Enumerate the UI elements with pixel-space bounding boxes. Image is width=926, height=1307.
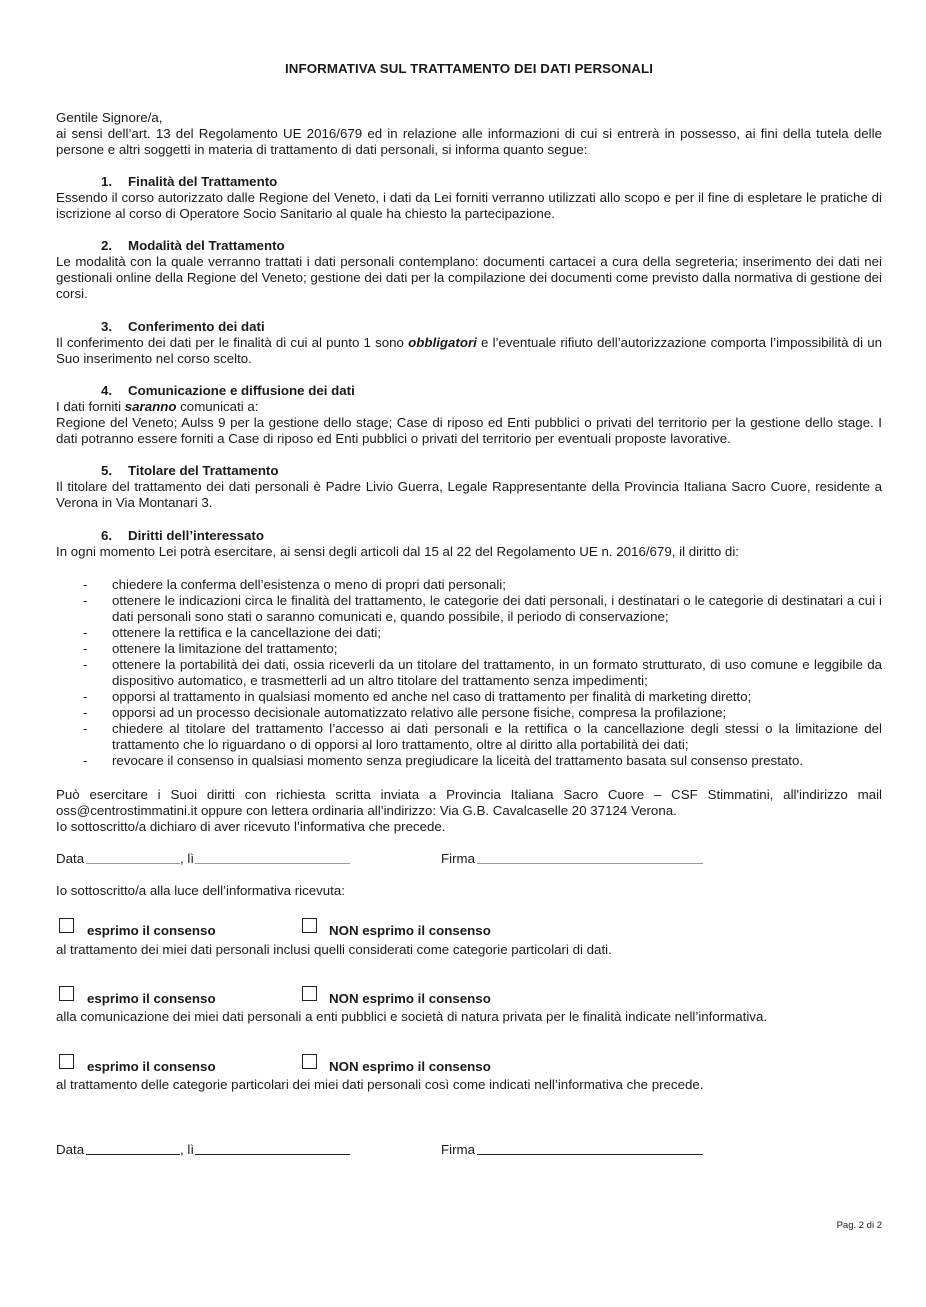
consent-intro: Io sottoscritto/a alla luce dell’informativa ricevuta: [56,883,345,898]
signature-field[interactable] [477,1142,703,1155]
place-label: , lì [180,851,195,866]
list-item: - ottenere la rettifica e la cancellazione dei dati; [83,625,882,641]
section-text-4a: I dati forniti saranno comunicati a: [56,399,259,414]
place-label: , lì [180,1142,195,1157]
date-field[interactable] [86,1142,180,1155]
section-text-5: Il titolare del trattamento dei dati personali è Padre Livio Guerra, Legale Rappresentante della Provincia Italiana Sacro Cuore, residente a Verona in Via Montanari 3. [56,479,882,510]
emphasis-saranno: saranno [124,399,177,414]
consent-row-2 [56,986,882,1008]
consent-no-checkbox-3[interactable] [302,1054,317,1069]
consent-text-1: al trattamento dei miei dati personali inclusi quelli considerati come categorie particolari di dati. [56,942,612,957]
intro-text: ai sensi dell’art. 13 del Regolamento UE 2016/679 ed in relazione alle informazioni di cui si entrerà in possesso, ai fini della tutela delle persone e altri soggetti in materia di trattamento di dati personali, si informa quanto segue: [56,126,882,157]
section-text-2: Le modalità con la quale verranno trattati i dati personali contemplano: documenti cartacei a cura della segreteria; inserimento dei dati nei gestionali online della Regione del Veneto; gestione dei dati per la compilazione dei documenti come previsto dalla normativa di gestione dei corsi. [56,254,882,301]
consent-yes-checkbox-3[interactable] [59,1054,74,1069]
consent-no-checkbox-1[interactable] [302,918,317,933]
consent-yes-checkbox-1[interactable] [59,918,74,933]
consent-yes-label: esprimo il consenso [87,991,216,1006]
signature-label: Firma [441,851,475,866]
section-text-4b: Regione del Veneto; Aulss 9 per la gestione dello stage; Case di riposo ed Enti pubblici o privati del territorio per la gestione dello stage. I dati potranno essere forniti a Case di riposo ed Enti pubblici o privati del territorio per eventuali proposte lavorative. [56,415,882,446]
signature-field[interactable] [477,851,703,864]
section-heading-6: 6. Diritti dell’interessato [101,528,264,543]
list-item: - chiedere la conferma dell’esistenza o meno di propri dati personali; [83,577,882,593]
consent-yes-label: esprimo il consenso [87,923,216,938]
declaration-text: Io sottoscritto/a dichiaro di aver ricevuto l’informativa che precede. [56,819,446,834]
consent-no-label: NON esprimo il consenso [329,923,491,938]
section-heading-5: 5. Titolare del Trattamento [101,463,279,478]
date-field[interactable] [86,851,180,864]
consent-yes-checkbox-2[interactable] [59,986,74,1001]
page-number: Pag. 2 di 2 [836,1220,882,1231]
date-label: Data [56,1142,85,1157]
signature-row-bottom [56,1142,882,1160]
list-item: - ottenere le indicazioni circa le finalità del trattamento, le categorie dei dati personali, i destinatari o le categorie di destinatari a cui i dati personali sono stati o saranno comunicati e, quando possibile, il periodo di conservazione; [83,593,882,625]
greeting: Gentile Signore/a, [56,110,163,125]
section-text-3: Il conferimento dei dati per le finalità di cui al punto 1 sono obbligatori e l’eventuale rifiuto dell’autorizzazione comporta l’impossibilità di un Suo inserimento nel corso scelto. [56,335,882,366]
list-item: - opporsi ad un processo decisionale automatizzato relativo alle persone fisiche, compresa la profilazione; [83,705,882,721]
consent-no-label: NON esprimo il consenso [329,991,491,1006]
closing-text: Può esercitare i Suoi diritti con richiesta scritta inviata a Provincia Italiana Sacro Cuore – CSF Stimmatini, all'indirizzo mail oss@centrostimmatini.it oppure con lettera ordinaria all’indirizzo: Via G.B. Cavalcaselle 20 37124 Verona. [56,787,882,818]
document-title: INFORMATIVA SUL TRATTAMENTO DEI DATI PERSONALI [284,61,654,76]
place-field[interactable] [195,851,350,864]
place-field[interactable] [195,1142,350,1155]
rights-list [83,577,882,769]
section-heading-4: 4. Comunicazione e diffusione dei dati [101,383,355,398]
list-item: - chiedere al titolare del trattamento l’accesso ai dati personali e la rettifica o la cancellazione degli stessi o la limitazione del trattamento che lo riguardano o di opporsi al loro trattamento, oltre al diritto alla portabilità dei dati; [83,721,882,753]
list-item: - opporsi al trattamento in qualsiasi momento ed anche nel caso di trattamento per finalità di marketing diretto; [83,689,882,705]
signature-row-top [56,851,882,869]
section-text-6: In ogni momento Lei potrà esercitare, ai sensi degli articoli dal 15 al 22 del Regolamento UE n. 2016/679, il diritto di: [56,544,739,559]
list-item: - ottenere la limitazione del trattamento; [83,641,882,657]
consent-text-3: al trattamento delle categorie particolari dei miei dati personali così come indicati nell’informativa che precede. [56,1077,704,1092]
consent-text-2: alla comunicazione dei miei dati personali a enti pubblici e società di natura privata per le finalità indicate nell’informativa. [56,1009,768,1024]
section-heading-1: 1. Finalità del Trattamento [101,174,278,189]
section-text-1: Essendo il corso autorizzato dalle Regione del Veneto, i dati da Lei forniti verranno utilizzati allo scopo e per il fine di espletare le pratiche di iscrizione al corso di Operatore Socio Sanitario al quale ha chiesto la partecipazione. [56,190,882,221]
list-item: - revocare il consenso in qualsiasi momento senza pregiudicare la liceità del trattamento basata sul consenso prestato. [83,753,882,769]
date-label: Data [56,851,85,866]
consent-yes-label: esprimo il consenso [87,1059,216,1074]
consent-no-label: NON esprimo il consenso [329,1059,491,1074]
section-heading-3: 3. Conferimento dei dati [101,319,265,334]
list-item: - ottenere la portabilità dei dati, ossia riceverli da un titolare del trattamento, in un formato strutturato, di uso comune e leggibile da dispositivo automatico, e trasmetterli ad un altro titolare del trattamento senza impedimenti; [83,657,882,689]
emphasis-obbligatori: obbligatori [408,335,477,350]
section-heading-2: 2. Modalità del Trattamento [101,238,285,253]
consent-row-1 [56,918,882,940]
consent-no-checkbox-2[interactable] [302,986,317,1001]
consent-row-3 [56,1054,882,1076]
signature-label: Firma [441,1142,475,1157]
